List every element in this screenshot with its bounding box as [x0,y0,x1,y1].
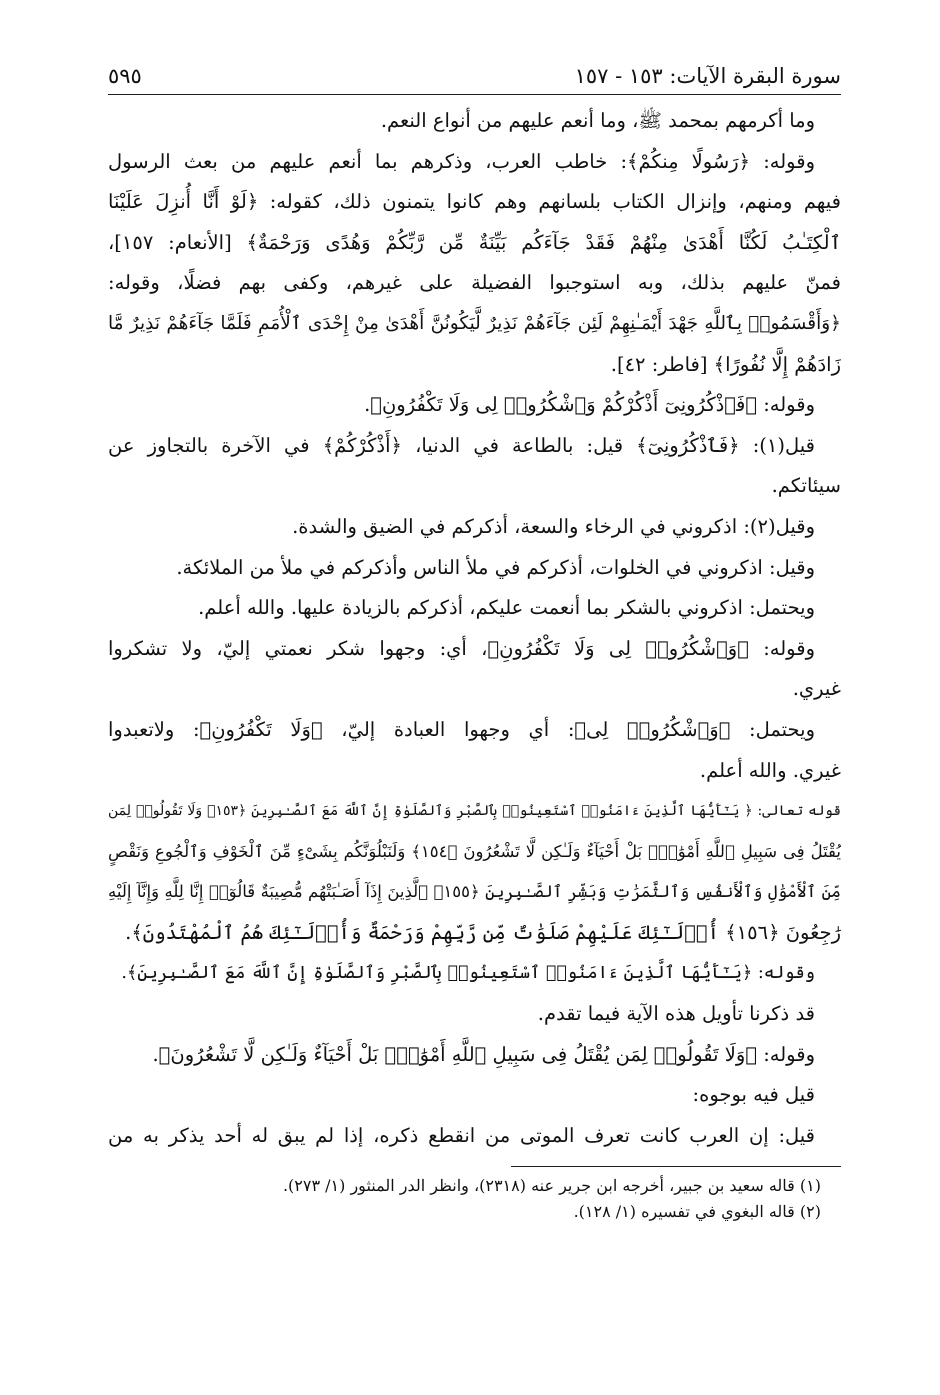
running-title: سورة البقرة الآيات: ١٥٣ - ١٥٧ [574,64,841,88]
footnotes [108,1173,841,1225]
text-line: وقوله: ﴿وَلَا تَقُولُوا۟ لِمَن يُقْتَلُ فِى سَبِيلِ ٱللَّهِ أَمْوَٰتٌۢ بَلْ أَحْيَآءٌ وَلَـٰكِن لَّا تَشْعُرُونَ﴾. [152,1042,815,1066]
text-line: ٱلْكِتَـٰبُ لَكُنَّا أَهْدَىٰ مِنْهُمْ فَقَدْ جَآءَكُم بَيِّنَةٌ مِّن رَّبِّكُمْ وَهُدًى وَرَحْمَةٌ﴾ [الأنعام: ١٥٧]، [108,230,841,254]
text-line: فمنّ عليهم بذلك، وبه استوجبوا الفضيلة على غيرهم، وكفى بهم فضلًا، وقوله: [108,271,841,295]
text-line: ويحتمل: ﴿وَٱشْكُرُوا۟ لِى﴾: أي وجهوا العبادة إليّ، ﴿وَلَا تَكْفُرُونِ﴾: ولاتعبدوا [108,717,815,741]
text-line: وقيل: اذكروني في الخلوات، أذكركم في ملأ الناس وأذكركم في ملأ من الملائكة. [176,555,815,579]
text-line: رَٰجِعُونَ ﴿١٥٦﴾ أُو۟لَـٰٓئِكَ عَلَيْهِمْ صَلَوَٰتٌ مِّن رَّبِّهِمْ وَرَحْمَةٌ وَأُو۟لَـٰٓئِكَ هُمُ ٱلْمُهْتَدُونَ﴾. [125,920,841,944]
footnote: (٢) قاله البغوي في تفسيره (١/ ١٢٨). [573,1202,821,1222]
footnote-divider [511,1166,841,1167]
book-page [108,58,841,1225]
text-line: ويحتمل: اذكروني بالشكر بما أنعمت عليكم، أذكركم بالزيادة عليها. والله أعلم. [198,596,815,620]
text-line: يُقْتَلُ فِى سَبِيلِ ٱللَّهِ أَمْوَٰتٌۢ بَلْ أَحْيَآءٌ وَلَـٰكِن لَّا تَشْعُرُونَ ﴿١٥٤﴾ وَلَنَبْلُوَنَّكُم بِشَىْءٍ مِّنَ ٱلْخَوْفِ وَٱلْجُوعِ وَنَقْصٍ [108,841,841,861]
text-line: فيهم ومنهم، وإنزال الكتاب بلسانهم وهم كانوا يتمنون ذلك، كقوله: ﴿لَوْ أَنَّا أُنزِلَ عَلَيْنَا [108,190,841,214]
text-line: قيل فيه بوجوه: [692,1083,815,1107]
text-line: وما أكرمهم بمحمد ﷺ، وما أنعم عليهم من أنواع النعم. [380,109,815,132]
text-line: وقيل(٢): اذكروني في الرخاء والسعة، أذكركم في الضيق والشدة. [292,514,815,538]
text-line: قد ذكرنا تأويل هذه الآية فيما تقدم. [537,1002,815,1026]
page-body [108,101,841,1156]
text-line: قيل: إن العرب كانت تعرف الموتى من انقطع ذكره، إذا لم يبق له أحد يذكر به من [108,1123,815,1147]
text-line: وقوله: ﴿رَسُولًا مِنكُمْ﴾: خاطب العرب، وذكرهم بما أنعم عليهم من بعث الرسول [108,149,815,173]
text-line: ﴿وَأَقْسَمُوا۟ بِٱللَّهِ جَهْدَ أَيْمَـٰنِهِمْ لَئِن جَآءَهُمْ نَذِيرٌ لَّيَكُونُنَّ أَهْدَىٰ مِنْ إِحْدَى ٱلْأُمَمِ فَلَمَّا جَآءَهُمْ نَذِيرٌ مَّا [108,312,841,334]
text-line: وقوله: ﴿فَٱذْكُرُونِىٓ أَذْكُرْكُمْ وَٱشْكُرُوا۟ لِى وَلَا تَكْفُرُونِ﴾. [364,393,815,417]
text-line: قوله تعالى: ﴿ يَـٰٓأَيُّهَا ٱلَّذِينَ ءَامَنُوا۟ ٱسْتَعِينُوا۟ بِٱلصَّبْرِ وَٱلصَّلَوٰةِ إِنَّ ٱللَّهَ مَعَ ٱلصَّـٰبِرِينَ ﴿١٥٣﴾ وَلَا تَقُولُوا۟ لِمَن [108,803,841,820]
text-line: غيري. والله أعلم. [699,758,841,782]
footnote: (١) قاله سعيد بن جبير، أخرجه ابن جرير عنه (٢٣١٨)، وانظر الدر المنثور (١/ ٢٧٣). [282,1176,821,1196]
running-header [108,58,841,95]
text-line: زَادَهُمْ إِلَّا نُفُورًا﴾ [فاطر: ٤٢]. [610,352,841,376]
text-line: وقوله: ﴿وَٱشْكُرُوا۟ لِى وَلَا تَكْفُرُونِ﴾، أي: وجهوا شكر نعمتي إليّ، ولا تشكروا [108,636,815,660]
page-number: ٥٩٥ [108,64,142,88]
text-line: غيري. [792,677,841,701]
text-line: سيئاتكم. [771,474,841,498]
text-line: وقوله: ﴿يَـٰٓأَيُّهَا ٱلَّذِينَ ءَامَنُوا۟ ٱسْتَعِينُوا۟ بِٱلصَّبْرِ وَٱلصَّلَوٰةِ إِنَّ ٱللَّهَ مَعَ ٱلصَّـٰبِرِينَ﴾. [121,963,815,984]
text-line: مِّنَ ٱلْأَمْوَٰلِ وَٱلْأَنفُسِ وَٱلثَّمَرَٰتِ وَبَشِّرِ ٱلصَّـٰبِرِينَ ﴿١٥٥﴾ ٱلَّذِينَ إِذَآ أَصَـٰبَتْهُم مُّصِيبَةٌ قَالُوٓا۟ إِنَّا لِلَّهِ وَإِنَّآ إِلَيْهِ [108,882,841,902]
text-line: قيل(١): ﴿فَٱذْكُرُونِىٓ﴾ قيل: بالطاعة في الدنيا، ﴿أَذْكُرْكُمْ﴾ في الآخرة بالتجاوز عن [108,433,815,457]
